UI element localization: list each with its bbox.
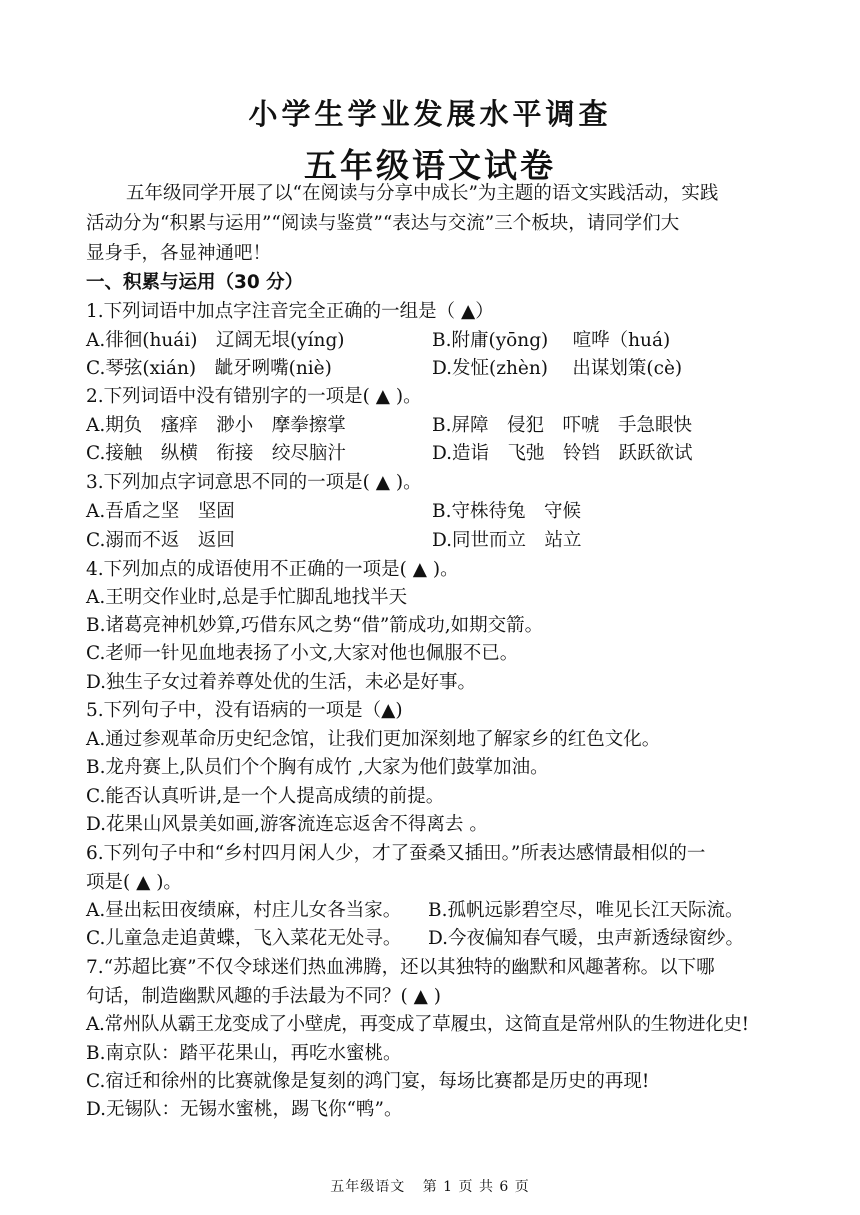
question-6-options-row-2 [86,926,786,952]
q7-option-c: C.宿迁和徐州的比赛就像是复刻的鸿门宴，每场比赛都是历史的再现! [86,1071,650,1092]
q7-option-d: D.无锡队：无锡水蜜桃，踢飞你“鸭”。 [86,1099,403,1120]
intro-line-1: 五年级同学开展了以“在阅读与分享中成长”为主题的语文实践活动，实践 [126,183,719,204]
q2-option-c: C.接触 纵横 衔接 绞尽脑汁 [86,443,346,464]
q7-option-a: A.常州队从霸王龙变成了小壁虎，再变成了草履虫，这简直是常州队的生物进化史! [86,1014,749,1035]
q5-option-b: B.龙舟赛上,队员们个个胸有成竹 ,大家为他们鼓掌加油。 [86,757,549,778]
section-heading: 一、积累与运用（30 分） [86,272,304,293]
q1-option-d: D.发怔(zhèn) 出谋划策(cè) [432,358,683,379]
q6-option-a: A.昼出耘田夜绩麻，村庄儿女各当家。 [86,900,402,921]
question-1-stem: 1.下列词语中加点字注音完全正确的一组是（ ▲） [86,301,494,322]
intro-line-2: 活动分为“积累与运用”“阅读与鉴赏”“表达与交流”三个板块，请同学们大 [86,213,680,234]
q4-option-b: B.诸葛亮神机妙算,巧借东风之势“借”箭成功,如期交箭。 [86,615,544,636]
q4-option-a: A.王明交作业时,总是手忙脚乱地找半天 [86,587,408,608]
q3-option-c: C.溺而不返 返回 [86,530,235,551]
question-1-options-row-1 [86,328,786,354]
question-2-stem: 2.下列词语中没有错别字的一项是( ▲ )。 [86,386,422,407]
q5-option-c: C.能否认真听讲,是一个人提高成绩的前提。 [86,786,445,807]
q6-option-c: C.儿童急走追黄蝶，飞入菜花无处寻。 [86,928,402,949]
q6-option-d: D.今夜偏知春气暖，虫声新透绿窗纱。 [428,928,745,949]
question-1-options-row-2 [86,356,786,382]
question-2-options-row-1 [86,413,786,439]
q2-option-b: B.屏障 侵犯 吓唬 手急眼快 [432,415,692,436]
question-6-stem-line-1: 6.下列句子中和“乡村四月闲人少，才了蚕桑又插田。”所表达感情最相似的一 [86,843,706,864]
question-7-stem-line-1: 7.“苏超比赛”不仅令球迷们热血沸腾，还以其独特的幽默和风趣著称。以下哪 [86,957,715,978]
question-3-options-row-2 [86,528,786,554]
q4-option-d: D.独生子女过着养尊处优的生活，未必是好事。 [86,672,477,693]
question-7-stem-line-2: 句话，制造幽默风趣的手法最为不同？( ▲ ) [86,986,441,1007]
q3-option-b: B.守株待兔 守候 [432,501,581,522]
q2-option-a: A.期负 瘙痒 渺小 摩拳擦掌 [86,415,346,436]
q2-option-d: D.造诣 飞弛 铃铛 跃跃欲试 [432,443,693,464]
q6-option-b: B.孤帆远影碧空尽，唯见长江天际流。 [428,900,744,921]
q1-option-a: A.徘徊(huái) 辽阔无垠(yíng) [86,330,345,351]
q3-option-a: A.吾盾之坚 坚固 [86,501,235,522]
q5-option-a: A.通过参观革命历史纪念馆，让我们更加深刻地了解家乡的红色文化。 [86,729,661,750]
survey-title: 小学生学业发展水平调查 [248,97,612,131]
intro-line-3: 显身手，各显神通吧！ [86,243,272,264]
question-3-stem: 3.下列加点字词意思不同的一项是( ▲ )。 [86,472,422,493]
question-6-stem-line-2: 项是( ▲ )。 [86,872,182,893]
footer-subject: 五年级语文 [330,1179,406,1195]
q4-option-c: C.老师一针见血地表扬了小文,大家对他也佩服不已。 [86,643,519,664]
q1-option-c: C.琴弦(xián) 龇牙咧嘴(niè) [86,358,332,379]
q3-option-d: D.同世而立 站立 [432,530,582,551]
question-4-stem: 4.下列加点的成语使用不正确的一项是( ▲ )。 [86,559,459,580]
page-footer [0,1176,860,1196]
q7-option-b: B.南京队：踏平花果山，再吃水蜜桃。 [86,1043,402,1064]
q1-option-b: B.附庸(yōng) 喧哗（huá) [432,330,671,351]
q5-option-d: D.花果山风景美如画,游客流连忘返舍不得离去 。 [86,814,488,835]
question-5-stem: 5.下列句子中，没有语病的一项是（▲) [86,700,403,721]
question-3-options-row-1 [86,499,786,525]
footer-page-number: 第 1 页 共 6 页 [422,1179,530,1195]
question-6-options-row-1 [86,898,786,924]
question-2-options-row-2 [86,441,786,467]
exam-title: 五年级语文试卷 [304,146,556,185]
